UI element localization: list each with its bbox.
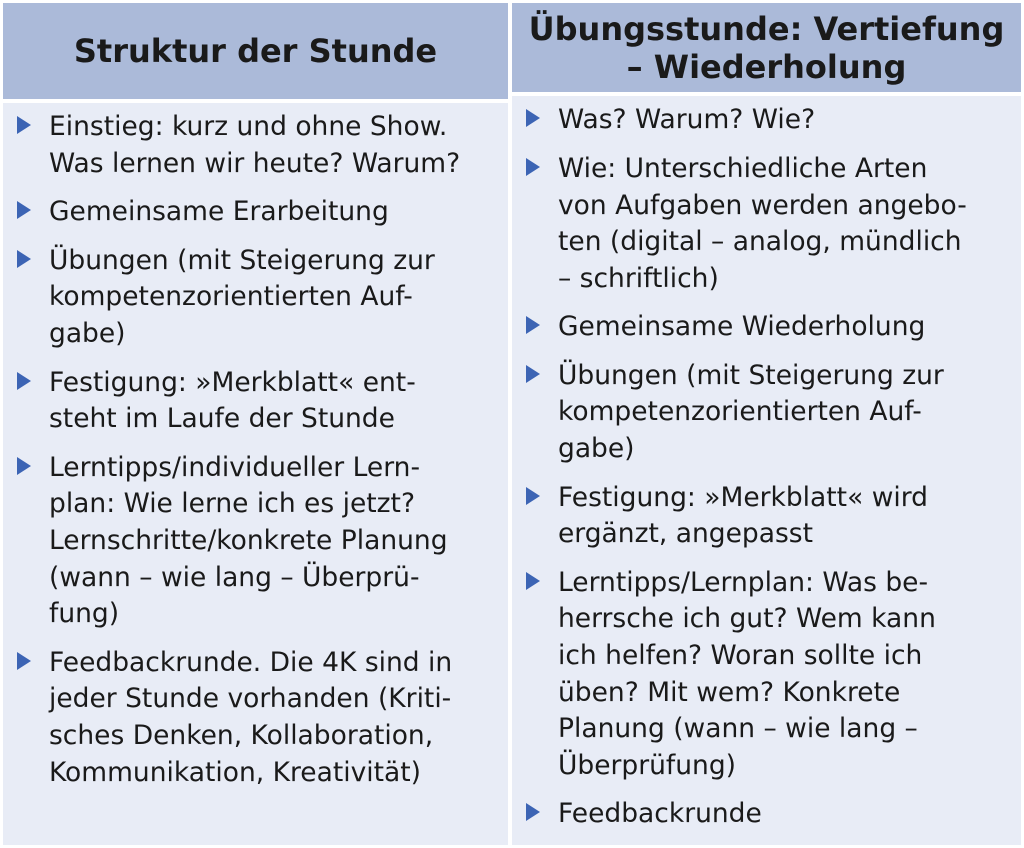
text-line: Feedbackrunde. Die 4K sind in (49, 646, 453, 678)
text-line: – schriftlich) (558, 262, 719, 294)
list-item-text (558, 102, 815, 139)
list-item (526, 309, 1013, 346)
triangle-bullet-icon (17, 457, 31, 475)
triangle-bullet-icon (526, 316, 540, 334)
list-item-text (558, 358, 944, 468)
text-line: fung) (49, 598, 120, 630)
text-line: üben? Mit wem? Konkrete (558, 676, 901, 708)
column-body-right (512, 96, 1021, 845)
text-line: Lerntipps/individueller Lern- (49, 451, 420, 483)
list-item (526, 565, 1013, 785)
list-item-text (49, 365, 416, 438)
list-item (17, 243, 500, 353)
list-item-text (49, 109, 460, 182)
list-item (526, 796, 1013, 833)
column-lesson-structure (3, 3, 508, 845)
text-line: herrsche ich gut? Wem kann (558, 603, 936, 635)
text-line: Übungen (mit Steigerung zur (558, 359, 944, 391)
list-item-text (558, 796, 762, 833)
list-item-text (558, 565, 936, 785)
triangle-bullet-icon (526, 487, 540, 505)
list-item (17, 645, 500, 791)
triangle-bullet-icon (526, 572, 540, 590)
triangle-bullet-icon (526, 109, 540, 127)
text-line: plan: Wie lerne ich es jetzt? (49, 488, 416, 520)
triangle-bullet-icon (526, 803, 540, 821)
list-item (526, 480, 1013, 553)
column-header-left (3, 3, 508, 99)
triangle-bullet-icon (17, 116, 31, 134)
text-line: ergänzt, angepasst (558, 518, 813, 550)
list-item-text (49, 645, 452, 791)
text-line: ten (digital – analog, mündlich (558, 226, 962, 258)
list-item-text (49, 194, 389, 231)
list-item-text (49, 243, 435, 353)
header-title-left: Struktur der Stunde (73, 32, 438, 70)
text-line: Feedbackrunde (558, 798, 762, 830)
list-item (17, 365, 500, 438)
text-line: Überprüfung) (558, 749, 737, 781)
header-title-right-line: – Wiederholung (626, 47, 907, 86)
column-body-left (3, 103, 508, 845)
text-line: Einstieg: kurz und ohne Show. (49, 111, 448, 142)
text-line: Übungen (mit Steigerung zur (49, 244, 435, 276)
list-item (526, 151, 1013, 297)
text-line: Festigung: »Merkblatt« wird (558, 481, 928, 513)
text-line: Lerntipps/Lernplan: Was be- (558, 566, 929, 598)
text-line: Gemeinsame Erarbeitung (49, 196, 389, 228)
text-line: gabe) (49, 317, 126, 349)
text-line: steht im Laufe der Stunde (49, 403, 395, 435)
triangle-bullet-icon (526, 365, 540, 383)
list-item-text (49, 450, 448, 633)
list-item (526, 102, 1013, 139)
text-line: (wann – wie lang – Überprü- (49, 561, 420, 593)
text-line: Gemeinsame Wiederholung (558, 311, 926, 343)
list-item (17, 450, 500, 633)
text-line: Kommunikation, Kreativität) (49, 756, 421, 788)
triangle-bullet-icon (17, 652, 31, 670)
bullet-list-left (17, 109, 500, 791)
text-line: Was? Warum? Wie? (558, 104, 816, 136)
list-item-text (558, 309, 925, 346)
list-item (17, 194, 500, 231)
column-header-right (512, 3, 1021, 92)
text-line: von Aufgaben werden angebo- (558, 189, 967, 221)
triangle-bullet-icon (17, 250, 31, 268)
text-line: sches Denken, Kollaboration, (49, 719, 434, 751)
text-line: gabe) (558, 433, 635, 465)
text-line: kompetenzorientierten Auf- (558, 396, 922, 428)
list-item-text (558, 480, 928, 553)
header-title-right (529, 10, 1005, 86)
text-line: Lernschritte/konkrete Planung (49, 524, 448, 556)
text-line: Planung (wann – wie lang – (558, 713, 918, 745)
text-line: jeder Stunde vorhanden (Kriti- (49, 683, 452, 715)
list-item-text (558, 151, 967, 297)
text-line: kompetenzorientierten Auf- (49, 281, 413, 313)
triangle-bullet-icon (17, 372, 31, 390)
list-item (526, 358, 1013, 468)
triangle-bullet-icon (526, 158, 540, 176)
list-item (17, 109, 500, 182)
text-line: Festigung: »Merkblatt« ent- (49, 366, 416, 398)
text-line: Was lernen wir heute? Warum? (49, 147, 461, 179)
triangle-bullet-icon (17, 201, 31, 219)
column-practice-lesson (512, 3, 1021, 845)
text-line: ich helfen? Woran sollte ich (558, 640, 923, 672)
comparison-table (3, 3, 1021, 845)
text-line: Wie: Unterschiedliche Arten (558, 152, 928, 184)
bullet-list-right (526, 102, 1013, 833)
header-title-right-line: Übungsstunde: Vertiefung (528, 9, 1005, 48)
